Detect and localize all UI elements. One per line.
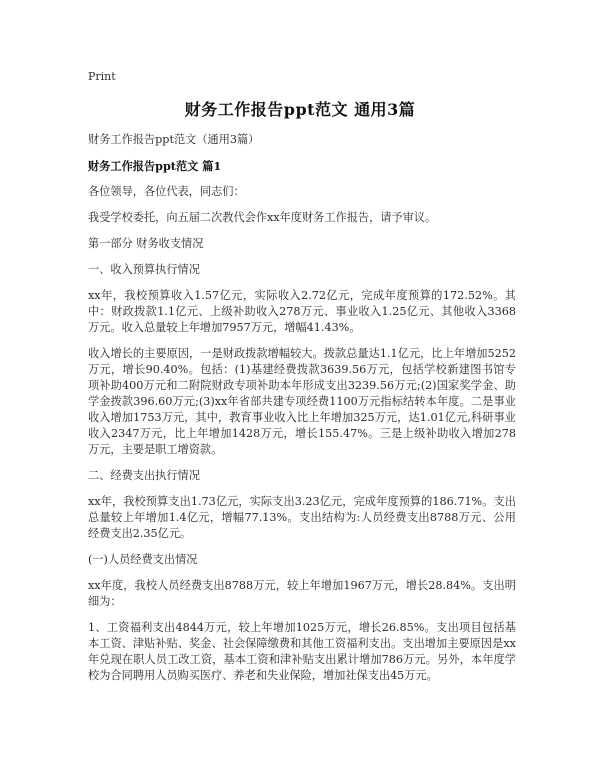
paragraph: xx年，我校预算收入1.57亿元，实际收入2.72亿元，完成年度预算的172.52%。其中：财政拨款1.1亿元、上级补助收入278万元、事业收入1.25亿元、其他收入3368万元。收入总量较上年增加7957万元，增幅41.43%。 [88,289,516,334]
paragraph: 一、收入预算执行情况 [88,263,200,276]
paragraph: 收入增长的主要原因，一是财政拨款增幅较大。拨款总量达1.1亿元，比上年增加5252万元，增长90.40%。包括：(1)基建经费拨款3639.56万元，包括学校新建图书馆专项补助400万元和二附院财政专项补助本年形成支出3239.56万元;(2)国家奖学金、助学金拨款396.60万元;(3)xx年省部共建专项经费1100万元指标结转本年度。二是事业收入增加1753万元，其中，教育事业收入比上年增加325万元，达1.01亿元,科研事业收入2347万元，比上年增加1428万元，增长155.47%。三是上级补助收入增加278万元，主要是职工增资款。 [88,347,516,456]
paragraph: 二、经费支出执行情况 [88,469,200,482]
paragraph: 各位领导，各位代表，同志们： [88,185,245,198]
document-body [88,132,516,694]
document-title: 财务工作报告ppt范文 通用3篇 [184,100,416,119]
print-label: Print [88,70,116,83]
paragraph: 我受学校委托，向五届二次教代会作xx年度财务工作报告，请予审议。 [88,211,437,224]
section-heading: 财务工作报告ppt范文 篇1 [88,159,222,173]
paragraph: 第一部分 财务收支情况 [88,237,204,250]
paragraph: (一)人员经费支出情况 [88,553,198,566]
paragraph: 1、工资福利支出4844万元，较上年增加1025万元，增长26.85%。支出项目包括基本工资、津贴补贴、奖金、社会保障缴费和其他工资福利支出。支出增加主要原因是xx年兑现在职人员工改工资，基本工资和津补贴支出累计增加786万元。另外，本年度学校为合同聘用人员购买医疗、养老和失业保险，增加社保支出45万元。 [88,621,516,682]
paragraph: xx年，我校预算支出1.73亿元，实际支出3.23亿元，完成年度预算的186.71%。支出总量较上年增加1.4亿元，增幅77.13%。支出结构为:人员经费支出8788万元、公用经费支出2.35亿元。 [88,495,516,540]
paragraph: 财务工作报告ppt范文（通用3篇） [88,133,260,146]
paragraph: xx年度，我校人员经费支出8788万元，较上年增加1967万元，增长28.84%。支出明细为： [88,579,516,608]
